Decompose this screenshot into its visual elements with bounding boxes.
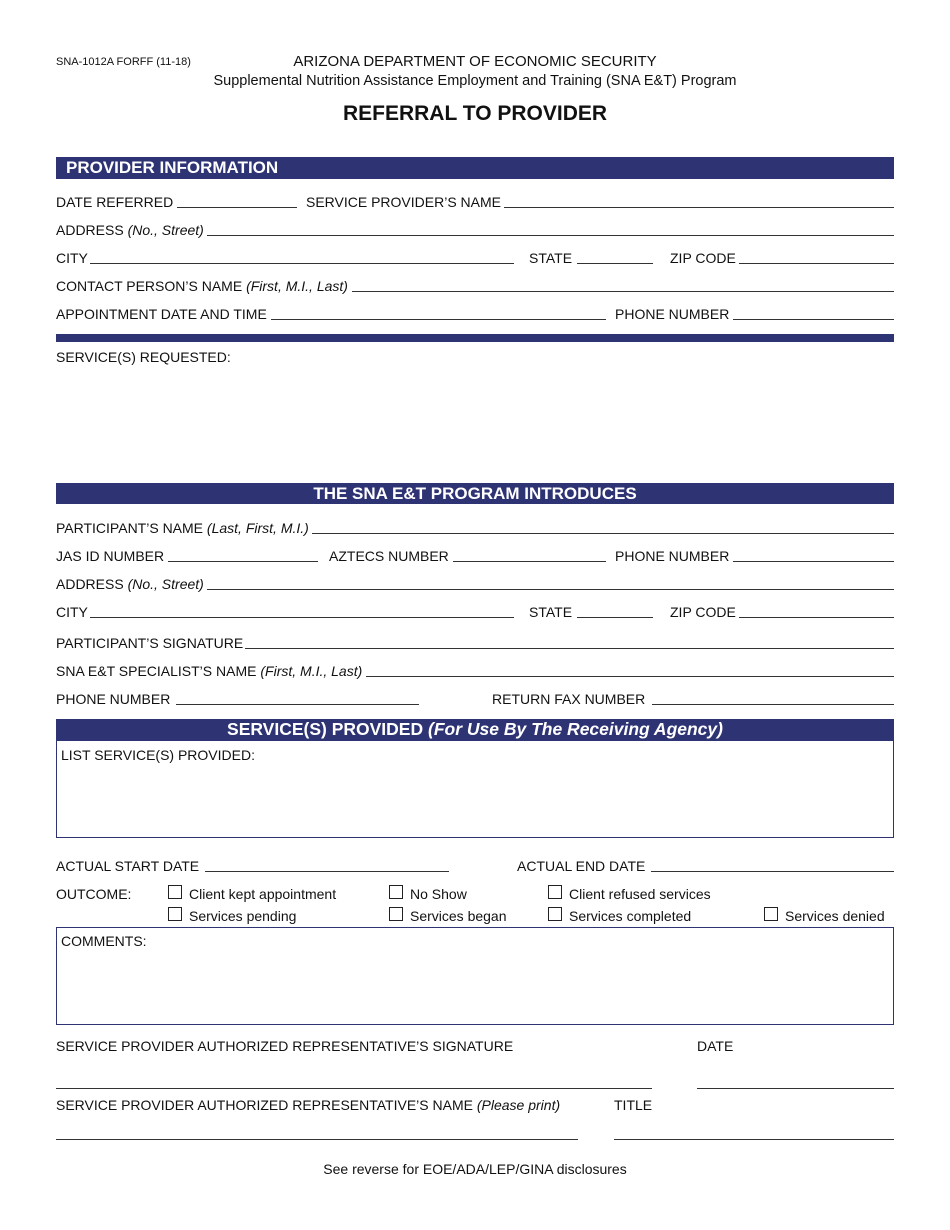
services-requested-area[interactable]	[56, 368, 894, 476]
rep-name-field[interactable]	[56, 1139, 578, 1140]
services-began-checkbox[interactable]	[389, 907, 403, 921]
rep-signature-label: SERVICE PROVIDER AUTHORIZED REPRESENTATIVE’S SIGNATURE	[56, 1038, 514, 1054]
provider-address-text: ADDRESS	[56, 222, 124, 238]
services-provided-label: LIST SERVICE(S) PROVIDED:	[61, 747, 255, 763]
disclosure-note: See reverse for EOE/ADA/LEP/GINA disclosures	[323, 1161, 627, 1177]
comments-label: COMMENTS:	[61, 933, 147, 949]
services-completed-checkbox[interactable]	[548, 907, 562, 921]
page-title: REFERRAL TO PROVIDER	[342, 102, 608, 125]
services-denied-checkbox[interactable]	[764, 907, 778, 921]
refused-services-label: Client refused services	[569, 886, 711, 902]
participant-address-label	[56, 576, 204, 592]
program-name: Supplemental Nutrition Assistance Employment and Training (SNA E&T) Program	[213, 73, 737, 89]
participant-name-field[interactable]	[312, 533, 894, 534]
services-section-heading	[56, 719, 894, 740]
participant-phone-label: PHONE NUMBER	[615, 548, 730, 564]
rep-name-label	[56, 1097, 560, 1113]
end-date-field[interactable]	[651, 871, 894, 872]
provider-state-label: STATE	[529, 250, 573, 266]
participant-section-heading: THE SNA E&T PROGRAM INTRODUCES	[56, 483, 894, 504]
rep-title-label: TITLE	[614, 1097, 653, 1113]
provider-name-label: SERVICE PROVIDER’S NAME	[306, 194, 502, 210]
return-fax-label: RETURN FAX NUMBER	[492, 691, 646, 707]
participant-address-field[interactable]	[207, 589, 894, 590]
jas-id-label: JAS ID NUMBER	[56, 548, 165, 564]
participant-city-field[interactable]	[90, 617, 514, 618]
services-pending-label: Services pending	[189, 908, 297, 924]
section-divider	[56, 334, 894, 342]
date-referred-field[interactable]	[177, 207, 297, 208]
participant-city-label: CITY	[56, 604, 88, 620]
rep-name-hint: (Please print)	[476, 1097, 561, 1113]
signature-date-label: DATE	[697, 1038, 734, 1054]
no-show-checkbox[interactable]	[389, 885, 403, 899]
kept-appointment-label: Client kept appointment	[189, 886, 337, 902]
jas-id-field[interactable]	[168, 561, 318, 562]
specialist-name-field[interactable]	[366, 676, 894, 677]
participant-name-label	[56, 520, 309, 536]
participant-zip-label: ZIP CODE	[670, 604, 736, 620]
date-referred-label: DATE REFERRED	[56, 194, 174, 210]
participant-state-label: STATE	[529, 604, 573, 620]
signature-date-field[interactable]	[697, 1088, 894, 1089]
appointment-field[interactable]	[271, 319, 606, 320]
services-provided-box[interactable]	[56, 740, 894, 838]
rep-title-field[interactable]	[614, 1139, 894, 1140]
services-completed-label: Services completed	[569, 908, 692, 924]
participant-address-text: ADDRESS	[56, 576, 124, 592]
provider-phone-label: PHONE NUMBER	[615, 306, 730, 322]
end-date-label: ACTUAL END DATE	[517, 858, 646, 874]
provider-city-label: CITY	[56, 250, 88, 266]
participant-address-hint: (No., Street)	[127, 576, 204, 592]
form-code: SNA-1012A FORFF (11-18)	[56, 56, 191, 68]
appointment-label: APPOINTMENT DATE AND TIME	[56, 306, 267, 322]
rep-name-text: SERVICE PROVIDER AUTHORIZED REPRESENTATIVE’S NAME	[56, 1097, 473, 1113]
services-denied-label: Services denied	[785, 908, 885, 924]
refused-services-checkbox[interactable]	[548, 885, 562, 899]
no-show-label: No Show	[410, 886, 467, 902]
agency-name: ARIZONA DEPARTMENT OF ECONOMIC SECURITY	[293, 53, 657, 70]
provider-section-heading: PROVIDER INFORMATION	[56, 157, 894, 179]
contact-name-field[interactable]	[352, 291, 894, 292]
participant-phone-field[interactable]	[733, 561, 894, 562]
services-requested-label: SERVICE(S) REQUESTED:	[56, 349, 231, 365]
outcome-label: OUTCOME:	[56, 886, 132, 902]
provider-address-label	[56, 222, 204, 238]
return-fax-field[interactable]	[652, 704, 894, 705]
participant-signature-field[interactable]	[245, 648, 894, 649]
participant-zip-field[interactable]	[739, 617, 894, 618]
contact-name-hint: (First, M.I., Last)	[246, 278, 348, 294]
services-heading-hint: (For Use By The Receiving Agency)	[428, 719, 723, 739]
participant-name-hint: (Last, First, M.I.)	[206, 520, 309, 536]
contact-name-label	[56, 278, 348, 294]
start-date-label: ACTUAL START DATE	[56, 858, 200, 874]
services-pending-checkbox[interactable]	[168, 907, 182, 921]
specialist-name-text: SNA E&T SPECIALIST’S NAME	[56, 663, 257, 679]
aztecs-label: AZTECS NUMBER	[329, 548, 449, 564]
provider-address-field[interactable]	[207, 235, 894, 236]
kept-appointment-checkbox[interactable]	[168, 885, 182, 899]
provider-zip-field[interactable]	[739, 263, 894, 264]
participant-signature-label: PARTICIPANT’S SIGNATURE	[56, 635, 244, 651]
provider-city-field[interactable]	[90, 263, 514, 264]
provider-name-field[interactable]	[504, 207, 894, 208]
contact-name-text: CONTACT PERSON’S NAME	[56, 278, 243, 294]
aztecs-field[interactable]	[453, 561, 606, 562]
provider-phone-field[interactable]	[733, 319, 894, 320]
provider-address-hint: (No., Street)	[127, 222, 204, 238]
services-heading-text: SERVICE(S) PROVIDED	[227, 719, 424, 739]
provider-zip-label: ZIP CODE	[670, 250, 736, 266]
specialist-phone-label: PHONE NUMBER	[56, 691, 171, 707]
specialist-name-hint: (First, M.I., Last)	[260, 663, 363, 679]
participant-name-text: PARTICIPANT’S NAME	[56, 520, 204, 536]
provider-state-field[interactable]	[577, 263, 653, 264]
start-date-field[interactable]	[205, 871, 449, 872]
services-began-label: Services began	[410, 908, 507, 924]
specialist-phone-field[interactable]	[176, 704, 419, 705]
participant-state-field[interactable]	[577, 617, 653, 618]
comments-box[interactable]	[56, 927, 894, 1025]
specialist-name-label	[56, 663, 362, 679]
rep-signature-field[interactable]	[56, 1088, 652, 1089]
